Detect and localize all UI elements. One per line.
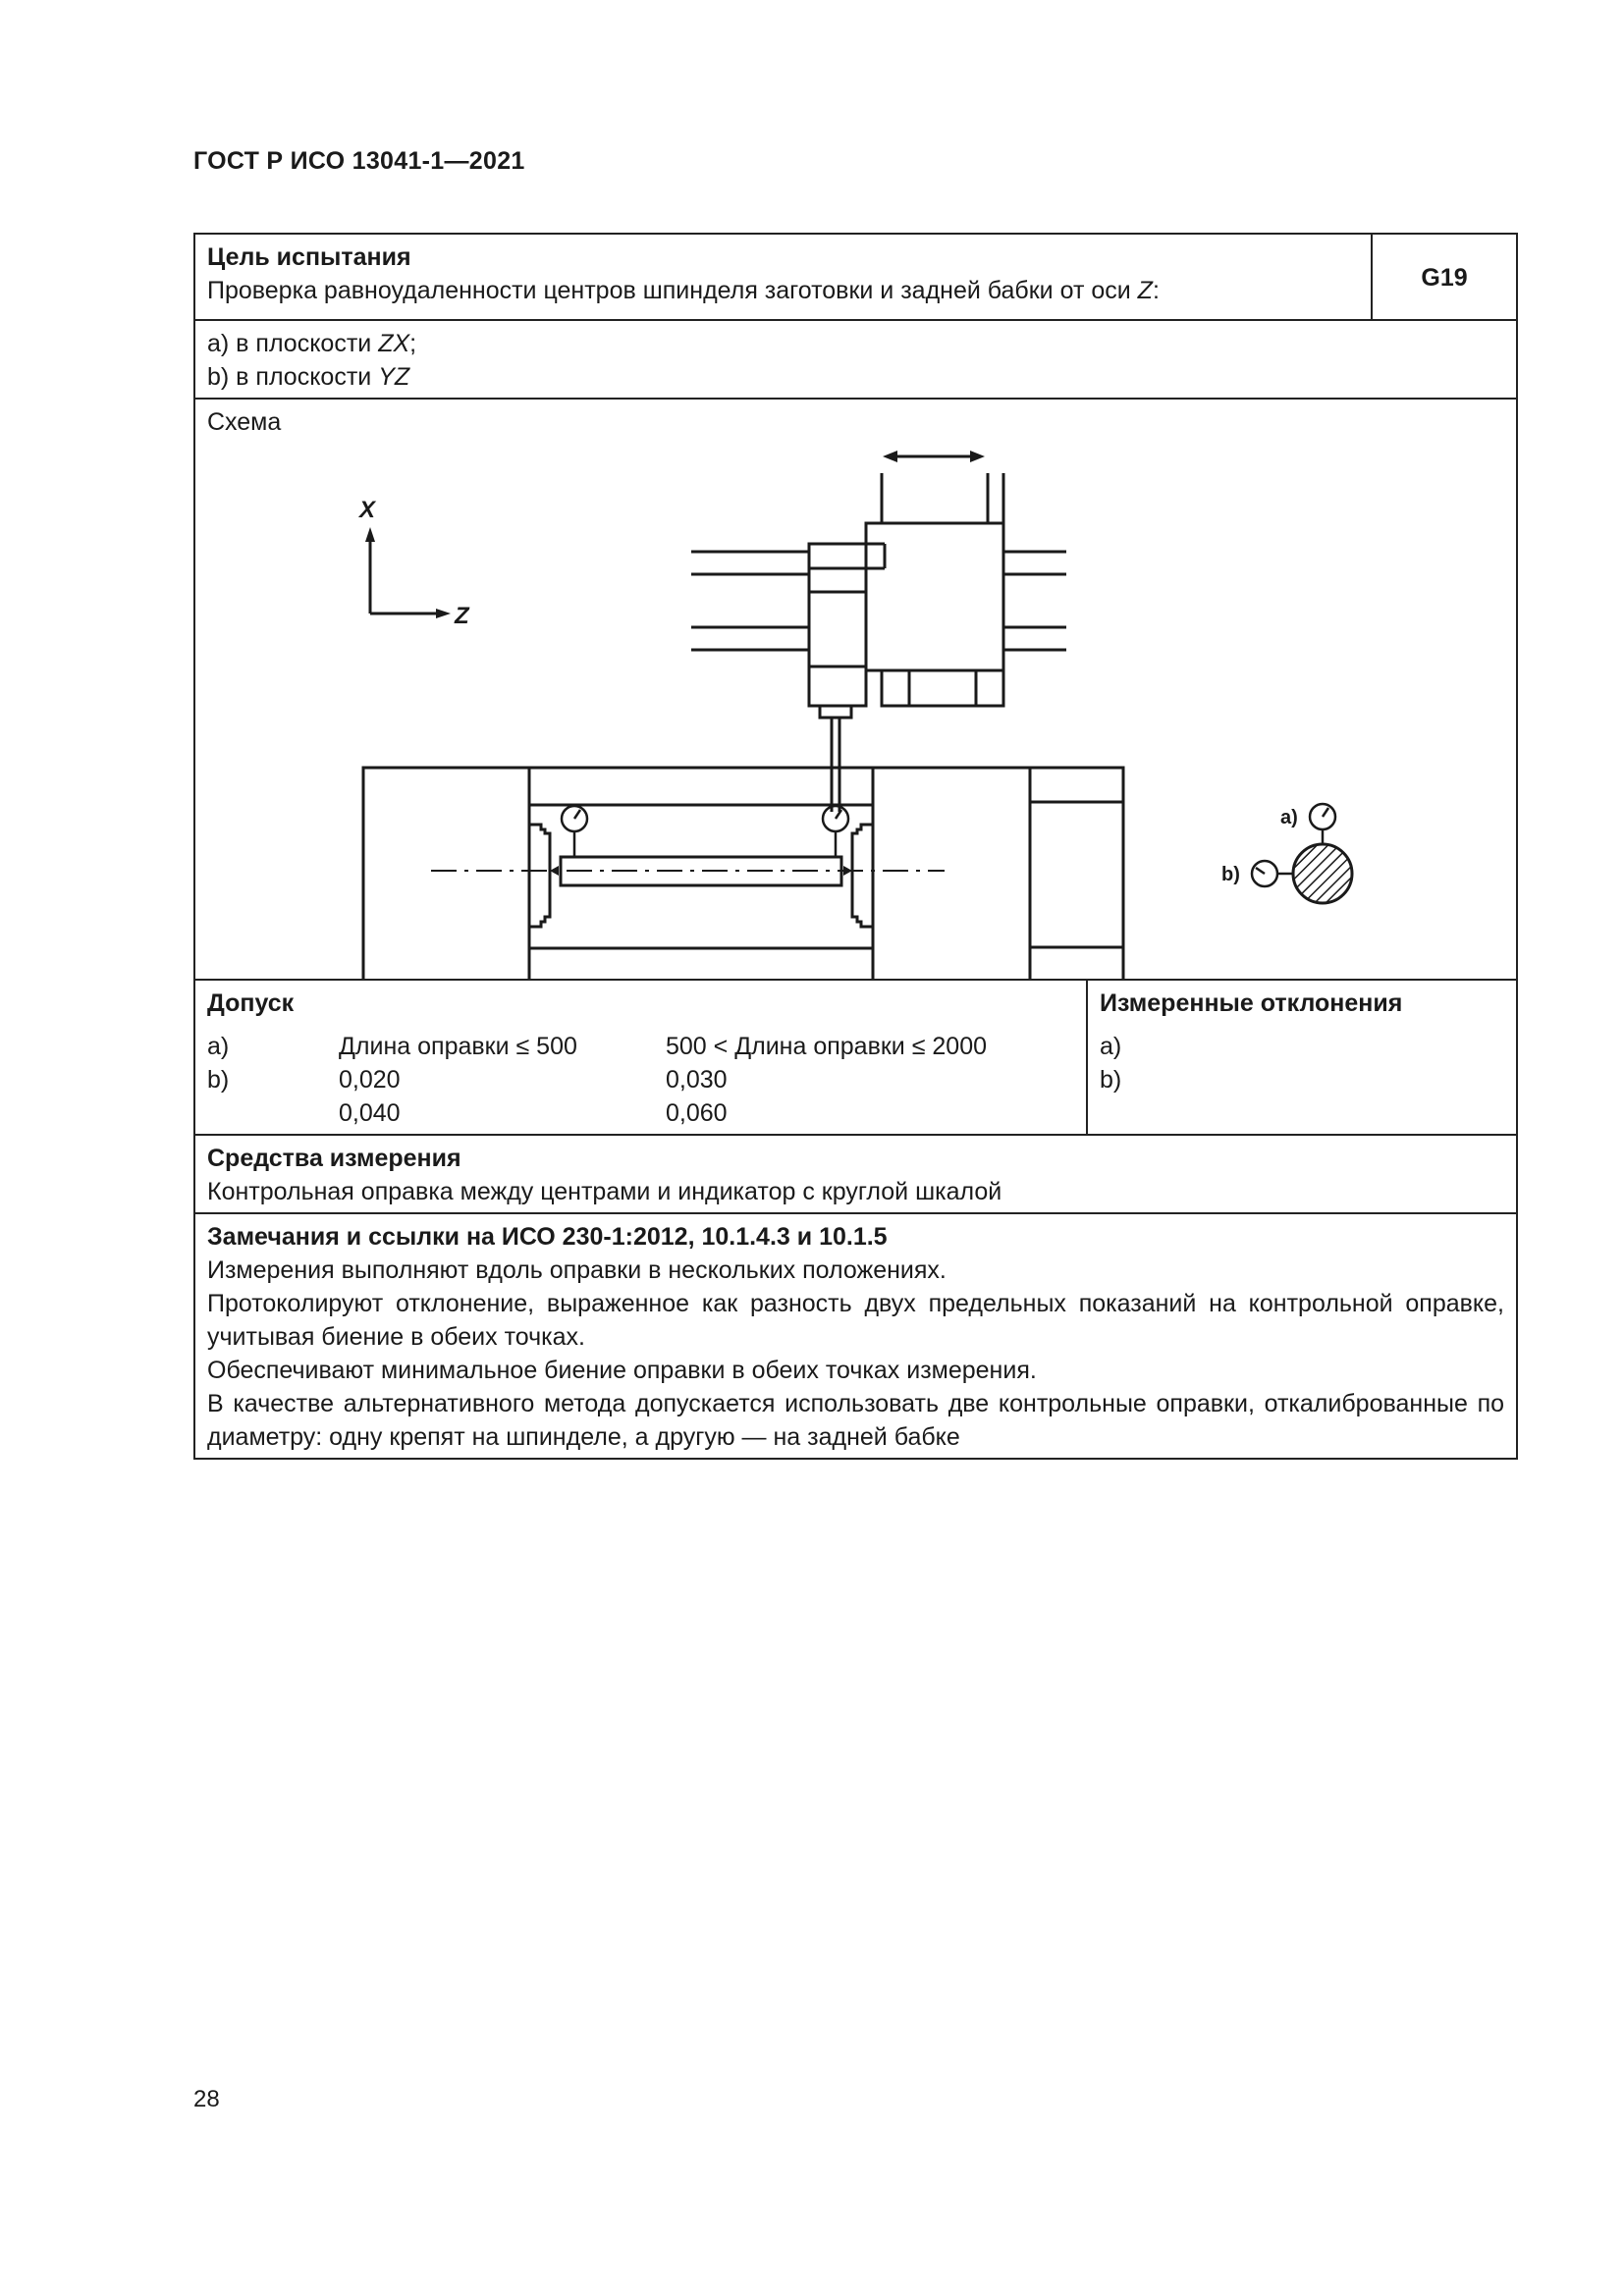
plane-item-a: a) в плоскости ZX;	[207, 330, 417, 357]
test-sheet-table	[193, 233, 1518, 1460]
instruments-row	[194, 1135, 1517, 1213]
tolerance-a-value-2: 0,030	[666, 1066, 728, 1094]
tolerance-col2-header: 500 < Длина оправки ≤ 2000	[666, 1033, 988, 1060]
page-number: 28	[193, 2086, 220, 2112]
measured-b: b)	[1100, 1066, 1122, 1094]
notes-line: Измерения выполняют вдоль оправки в нескольких положениях.	[207, 1256, 947, 1284]
instruments-title: Средства измерения	[207, 1145, 461, 1172]
axis-z-label: Z	[455, 603, 469, 629]
diagram-cell	[194, 399, 1517, 980]
measured-a: a)	[1100, 1033, 1122, 1060]
diagram-row	[194, 399, 1517, 980]
tolerance-cell	[194, 980, 1087, 1135]
objective-row	[194, 234, 1517, 320]
diagram-title: Схема	[207, 408, 282, 436]
instruments-text: Контрольная оправка между центрами и индикатор с круглой шкалой	[207, 1178, 1002, 1205]
axis-indicator	[365, 527, 451, 618]
planes-cell	[194, 320, 1517, 399]
mandrel-section	[1293, 844, 1352, 903]
objective-title: Цель испытания	[207, 243, 411, 271]
notes-title: Замечания и ссылки на ИСО 230-1:2012, 10.1.4.3 и 10.1.5	[207, 1223, 888, 1251]
measured-cell	[1087, 980, 1517, 1135]
tolerance-label-b: b)	[207, 1066, 230, 1094]
notes-line: В качестве альтернативного метода допускается использовать две контрольные оправки, откалиброванные по диаметру: одну крепят на шпинделе, а другую — на задней бабке	[207, 1390, 1505, 1451]
axis-x-label: X	[359, 497, 376, 523]
section-indicator-a	[1310, 804, 1335, 844]
notes-row	[194, 1213, 1517, 1459]
guideways	[691, 552, 1066, 650]
tailstock-face	[843, 825, 873, 927]
measured-title: Измеренные отклонения	[1100, 989, 1403, 1017]
plane-item-b: b) в плоскости YZ	[207, 363, 410, 391]
carriage	[866, 473, 1003, 706]
tolerance-a-value-1: 0,020	[339, 1066, 401, 1094]
tolerance-b-value-2: 0,060	[666, 1099, 728, 1127]
objective-text: Проверка равноудаленности центров шпинделя заготовки и задней бабки от оси Z:	[207, 277, 1160, 304]
tolerance-grid	[207, 1030, 1074, 1130]
tolerance-row	[194, 980, 1517, 1135]
section-label-a: a)	[1280, 807, 1298, 828]
instruments-cell	[194, 1135, 1517, 1213]
tolerance-col1-header: Длина оправки ≤ 500	[339, 1033, 577, 1060]
machine-bed	[363, 768, 1123, 979]
dial-indicator-left	[562, 806, 587, 857]
spindle-face	[529, 825, 559, 927]
notes-cell	[194, 1213, 1517, 1459]
objective-axis: Z	[1137, 277, 1153, 304]
objective-cell	[194, 234, 1372, 320]
test-code: G19	[1372, 234, 1517, 320]
document-id-header: ГОСТ Р ИСО 13041-1—2021	[193, 147, 525, 175]
tolerance-label-a: a)	[207, 1033, 230, 1060]
planes-row	[194, 320, 1517, 399]
dial-indicator-right	[823, 806, 848, 857]
movement-arrow	[883, 451, 985, 462]
notes-line: Обеспечивают минимальное биение оправки в обеих точках измерения.	[207, 1357, 1037, 1384]
tolerance-b-value-1: 0,040	[339, 1099, 401, 1127]
notes-line: Протоколируют отклонение, выраженное как разность двух предельных показаний на контрольной оправке, учитывая биение в обеих точках.	[207, 1290, 1505, 1351]
setup-diagram	[195, 400, 1516, 979]
section-label-b: b)	[1221, 864, 1240, 885]
section-indicator-b	[1252, 861, 1293, 886]
tolerance-title: Допуск	[207, 989, 295, 1017]
